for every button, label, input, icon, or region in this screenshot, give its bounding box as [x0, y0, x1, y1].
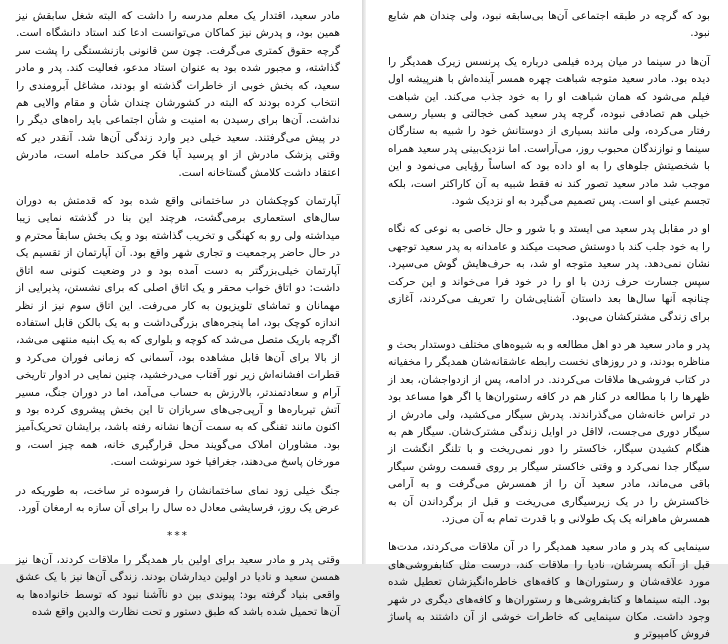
- right-paragraph-4: پدر و مادر سعید هر دو اهل مطالعه و به شیوه‌های مختلف دوستدار بحث و مناظره بودند، و در روزهای نخست رابطه عاشقانه‌شان همدیگر را مخفیانه در کتاب فروشی‌ها ملاقات می‌کردند. در ادامه، پس از ازدواجشان، بعد از ظهرها را با مطالعه در کنار هم در کافه رستوران‌ها یا اگر هوا مساعد بود در تراس خانه‌شان می‌گذراندند. پدرش سیگار می‌کشید، ولی مادرش از سیگار دوری می‌جست، لااقل در اوایل زندگی مشترک‌شان. سیگار هم به هنگام کشیدن سیگار، خاکستر را دور نمی‌ریخت و با تلنگر انگشت از سیگار جدا نمی‌کرد و وقتی خاکستر سیگار بر روی قسمت روشن سیگار باقی می‌ماند، مادر سعید آن را از همسرش می‌گرفت و به آرامی خاکسترش را در یک زیرسیگاری می‌ریخت و قبل از برگرداندن آن به همسرش ماهرانه یک پک طولانی و با قدرت تمام به آن می‌زد.: [388, 338, 710, 525]
- right-paragraph-3: او در مقابل پدر سعید می ایستد و با شور و حال خاصی به نوعی که نگاه را به خود جلب کند با دوستش صحبت میکند و عامدانه به پدر سعید توجهی نشان نمی‌دهد. پدر سعید متوجه او شد، به حرف‌هایش گوش می‌سپرد. سپس جسارت حرف زدن با او را در خود فرا می‌خواند و این حرکت چنانچه آنها سال‌ها بعد داستان آشنایی‌شان را تعریف می‌کردند، آغازی برای زندگی مشترکشان می‌بود.: [388, 223, 710, 323]
- right-paragraph-5: سینمایی که پدر و مادر سعید همدیگر را در آن ملاقات می‌کردند، مدت‌ها قبل از آنکه پسرشان، نادیا را ملاقات کند، درست مثل کتابفروشی‌های مورد علاقه‌شان و رستوران‌ها و کافه‌های خاطره‌انگیزشان تعطیل شده بود. البته سینماها و کتابفروشی‌ها و رستوران‌ها و کافه‌های دیگری در شهر وجود داشت. مکان سینمایی که خاطرات خوشی از آن داشتند به پاساژ فروش کامپیوتر و: [388, 541, 710, 641]
- left-paragraph-1: مادر سعید، اقتدار یک معلم مدرسه را داشت که البته شغل سابقش نیز همین بود، و پدرش نیز کماکان می‌توانست ادعا کند استاد دانشگاه است. گرچه حقوق کمتری می‌گرفت. چون سن قانونی بازنشستگی را پشت سر گذاشته، و مجبور شده بود به عنوان استاد مدعو، فعالیت کند. پدر و مادر سعید، که بخش خوبی از خاطرات گذشته او بودند، مشاغل آبرومندی را انتخاب کرده بودند که البته در کشورشان چندان شأن و مقام والایی هم نداشت. آن‌ها برای رسیدن به امنیت و شأن اجتماعی باید راه‌های دیگر را در پیش می‌گرفتند. سعید خیلی دیر وارد زندگی آن‌ها شد. آنقدر دیر که وقتی پزشک مادرش از او پرسید آیا فکر می‌کند حامله است، مادرش اعتقاد داشت کلامش گستاخانه است.: [16, 10, 340, 179]
- left-paragraph-3: جنگ خیلی زود نمای ساختمانشان را فرسوده تر ساخت، به طوریکه در عرض یک روز، فرسایشی معادل ده سال را برای آن سازه به ارمغان آورد.: [16, 484, 340, 514]
- right-paragraph-2: آن‌ها در سینما در میان پرده فیلمی درباره یک پرنسس زیرک همدیگر را دیده بود. مادر سعید متوجه شباهت چهره همسر آینده‌اش با هنرپیشه اول فیلم می‌شود که همان شباهت او را به خود جذب می‌کند. این شباهت خیلی هم تصادفی نبوده، گرچه پدر سعید کمی خجالتی و بسیار رسمی رفتار می‌کرده، ولی مانند بسیاری از دوستانش خود را شبیه به ستارگان سینما و نوازندگان محبوب روز، می‌آراست. اما نزدیک‌بینی پدر سعید همراه با شخصیتش جلوهای را به او داده بود که اساساً رؤیایی می‌نمود و این موجب شد مادر سعید تصور کند نه فقط شبیه به آن کاراکتر است، بلکه تجسم عینی او است. پس تصمیم می‌گیرد به او نزدیک شود.: [388, 55, 710, 208]
- section-separator: ***: [167, 530, 189, 543]
- right-paragraph-1: بود که گرچه در طبقه اجتماعی آن‌ها بی‌سابقه نبود، ولی چندان هم شایع نبود.: [388, 10, 710, 40]
- right-page: [366, 0, 728, 641]
- left-page: [0, 0, 362, 618]
- left-paragraph-4: وقتی پدر و مادر سعید برای اولین بار همدیگر را ملاقات کردند، آن‌ها نیز همسن سعید و نادیا در اولین دیدارشان بودند. زندگی آن‌ها نیز با یک عشق واقعی بنیاد گرفته بود: پیوندی بین دو ناآشنا نبود که توسط خانواده‌ها به آن‌ها تحمیل شده باشد که طبق دستور و تحت نظارت والدین واقع شده: [16, 553, 340, 618]
- left-paragraph-2: آپارتمان کوچکشان در ساختمانی واقع شده بود که قدمتش به دوران سال‌های استعماری برمی‌گشت، هرچند این بنا در گذشته نمایی زیبا میداشته ولی رو به کهنگی و تخریب گذاشته بود و یک بخش سابقاً محترم و در حال حاضر پرجمعیت و تجاری شهر واقع بود. آن آپارتمان از تقسیم یک آپارتمان خیلی‌بزرگتر به دست آمده بود و در وضعیت کنونی سه اتاق داشت: دو اتاق خواب محقر و یک اتاق اصلی که برای نشستن، پذیرایی از مهمانان و تماشای تلویزیون به کار می‌رفت. این اتاق سوم نیز از نظر اندازه کوچک بود، اما پنجره‌های بزرگی‌داشت و به یک بالکن قابل استفاده اگرچه باریک متصل می‌شد که کوچه و بلواری که به یک ابنیه منتهی می‌شد، از بالا برای آن‌ها قابل مشاهده بود، آسمانی که زمانی فوران می‌کرد و قطرات افشانه‌اش زیر نور آفتاب می‌درخشید، چنین نمایی در ادوار تاریخی آرام و سعادتمندتر، بالارزش به حساب می‌آمد، اما در دوران جنگ، مسیر آتش تیرباره‌ها و آرپی‌جی‌های سربازان تا این بخش پیشروی کرده بود و اکنون مانند تفنگی که به سمت آن‌ها نشانه رفته باشد، برایشان تحریک‌آمیز بود. مشاوران املاک می‌گویند محل قرارگیری خانه، همه چیز است، و مورخان پاسخ می‌دهند، جغرافیا خود سرنوشت است.: [16, 195, 340, 469]
